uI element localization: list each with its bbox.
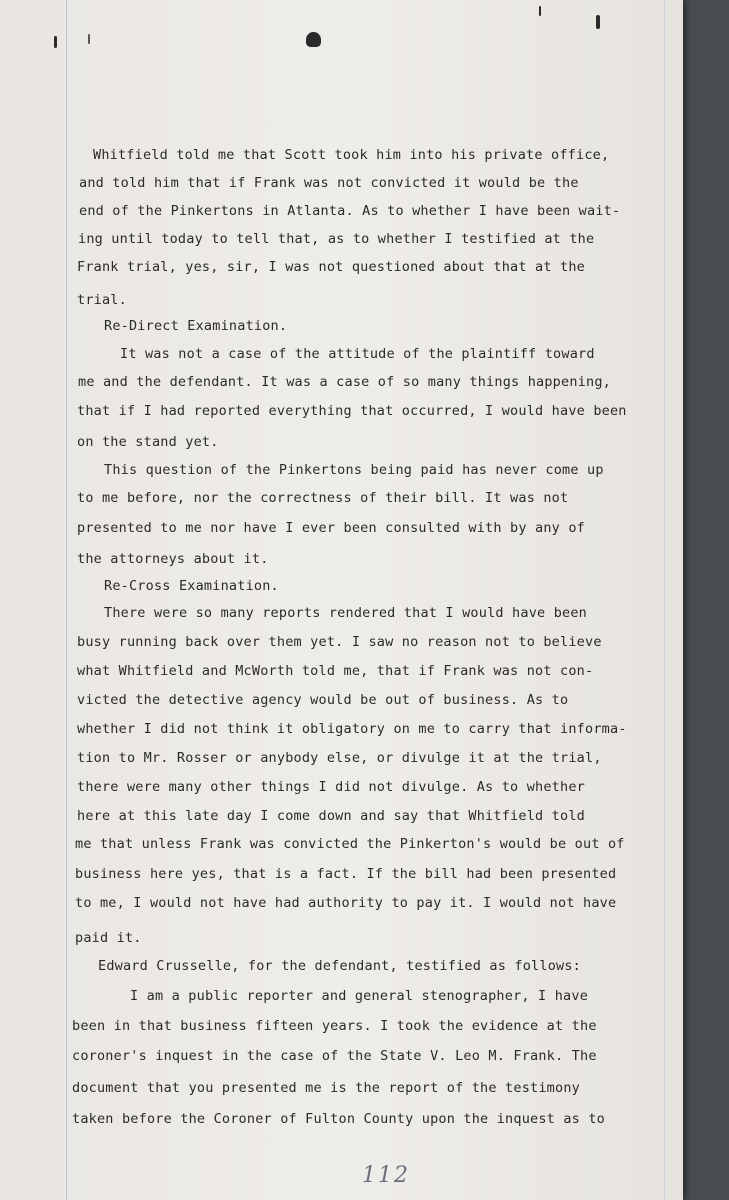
text-line: to me, I would not have had authority to pay it. I would not have [75, 895, 617, 911]
text-line: document that you presented me is the report of the testimony [72, 1080, 580, 1096]
text-line: There were so many reports rendered that I would have been [104, 605, 588, 621]
text-line: taken before the Coroner of Fulton County upon the inquest as to [72, 1111, 605, 1127]
text-line: tion to Mr. Rosser or anybody else, or divulge it at the trial, [77, 750, 602, 766]
text-line: victed the detective agency would be out of business. As to [77, 692, 569, 708]
text-line: what Whitfield and McWorth told me, that if Frank was not con- [77, 663, 594, 679]
page-number: 112 [362, 1163, 410, 1188]
text-line: Frank trial, yes, sir, I was not questioned about that at the [77, 259, 585, 275]
text-line: there were many other things I did not divulge. As to whether [77, 779, 585, 795]
text-line: It was not a case of the attitude of the plaintiff toward [120, 346, 595, 362]
right-margin-rule [664, 0, 665, 1200]
punch-mark [539, 6, 541, 16]
text-line: end of the Pinkertons in Atlanta. As to whether I have been wait- [79, 203, 621, 219]
text-line: business here yes, that is a fact. If the bill had been presented [75, 866, 617, 882]
punch-mark [54, 36, 57, 48]
text-line: here at this late day I come down and say that Whitfield told [77, 808, 585, 824]
text-line: whether I did not think it obligatory on me to carry that informa- [77, 721, 627, 737]
text-line: me that unless Frank was convicted the Pinkerton's would be out of [75, 836, 625, 852]
text-line: presented to me nor have I ever been consulted with by any of [77, 520, 585, 536]
text-line: that if I had reported everything that occurred, I would have been [77, 403, 627, 419]
text-line: paid it. [75, 930, 142, 946]
text-line: trial. [77, 292, 127, 308]
text-line: the attorneys about it. [77, 551, 269, 567]
text-line: This question of the Pinkertons being paid has never come up [104, 462, 604, 478]
text-line: Whitfield told me that Scott took him into his private office, [93, 147, 610, 163]
text-line: and told him that if Frank was not convicted it would be the [79, 175, 579, 191]
text-line: ing until today to tell that, as to whether I testified at the [78, 231, 595, 247]
text-line: to me before, nor the correctness of their bill. It was not [77, 490, 569, 506]
witness-heading: Edward Crusselle, for the defendant, testified as follows: [98, 958, 582, 974]
left-margin-rule [66, 0, 67, 1200]
punch-mark [88, 34, 90, 44]
text-line: on the stand yet. [77, 434, 219, 450]
section-heading: Re-Direct Examination. [104, 318, 288, 334]
punch-mark [596, 15, 600, 29]
text-line: been in that business fifteen years. I took the evidence at the [72, 1018, 597, 1034]
section-heading: Re-Cross Examination. [104, 578, 279, 594]
text-line: coroner's inquest in the case of the State V. Leo M. Frank. The [72, 1048, 597, 1064]
text-line: me and the defendant. It was a case of so many things happening, [78, 374, 611, 390]
text-line: I am a public reporter and general stenographer, I have [130, 988, 589, 1004]
text-line: busy running back over them yet. I saw no reason not to believe [77, 634, 602, 650]
binding-hole [306, 32, 321, 47]
